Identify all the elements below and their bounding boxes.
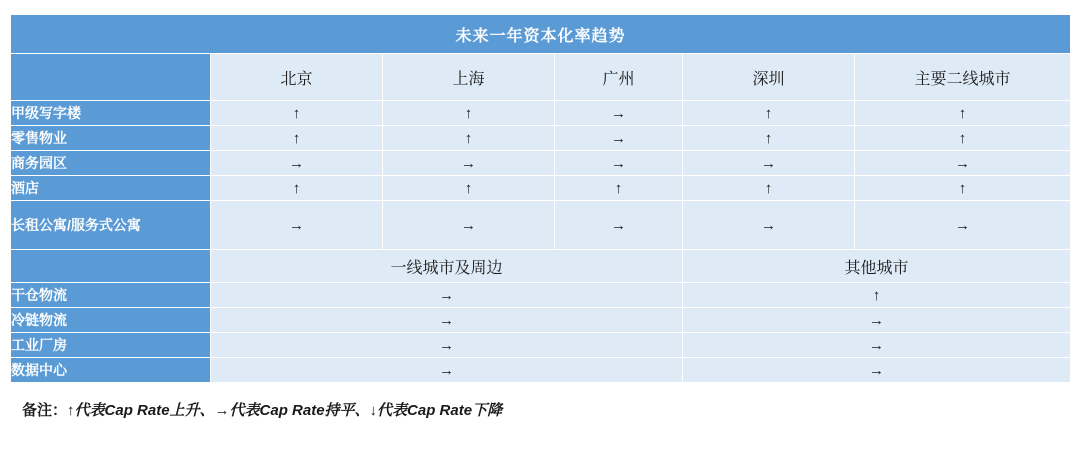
table-corner-cell <box>11 54 211 101</box>
column-header-guangzhou: 广州 <box>555 54 683 101</box>
table-header-row <box>11 54 1071 101</box>
trend-arrow: → <box>611 129 626 147</box>
footnote-prefix: 备注： <box>22 402 68 419</box>
trend-arrow: → <box>289 216 304 234</box>
trend-arrow: → <box>461 154 476 172</box>
table-row <box>11 126 1071 151</box>
row-label-retail: 零售物业 <box>11 126 211 151</box>
cell-office-beijing <box>211 101 383 126</box>
trend-arrow: → <box>869 361 884 379</box>
cell-industrial-other <box>683 333 1071 358</box>
trend-arrow: → <box>611 216 626 234</box>
trend-arrow: ↑ <box>292 179 301 197</box>
group-header-row <box>11 250 1071 283</box>
row-label-office: 甲级写字楼 <box>11 101 211 126</box>
trend-arrow: ↑ <box>292 104 301 122</box>
trend-arrow: → <box>611 154 626 172</box>
cell-cold-chain-tier1 <box>211 308 683 333</box>
trend-arrow: ↑ <box>764 104 773 122</box>
row-label-dry-logistics: 干仓物流 <box>11 283 211 308</box>
cap-rate-table <box>10 14 1071 383</box>
trend-arrow: → <box>289 154 304 172</box>
trend-arrow: ↑ <box>464 104 473 122</box>
table-row <box>11 151 1071 176</box>
cell-data-center-tier1 <box>211 358 683 383</box>
cell-office-shanghai <box>383 101 555 126</box>
trend-arrow: ↑ <box>292 129 301 147</box>
cell-cold-chain-other <box>683 308 1071 333</box>
trend-arrow: ↑ <box>614 179 623 197</box>
row-label-business-park: 商务园区 <box>11 151 211 176</box>
trend-arrow: → <box>611 104 626 122</box>
cell-park-guangzhou <box>555 151 683 176</box>
trend-arrow: ↑ <box>464 179 473 197</box>
cell-hotel-beijing <box>211 176 383 201</box>
page-title: 未来一年资本化率趋势 <box>11 15 1071 54</box>
cell-retail-shanghai <box>383 126 555 151</box>
trend-arrow: → <box>869 311 884 329</box>
table-footnote <box>22 399 1070 420</box>
column-header-shenzhen: 深圳 <box>683 54 855 101</box>
trend-arrow: ↑ <box>958 179 967 197</box>
cell-office-guangzhou <box>555 101 683 126</box>
group-header-other: 其他城市 <box>683 250 1071 283</box>
cell-hotel-guangzhou <box>555 176 683 201</box>
column-header-shanghai: 上海 <box>383 54 555 101</box>
table-title-row <box>11 15 1071 54</box>
cell-apartment-tier2 <box>855 201 1071 250</box>
trend-arrow: → <box>955 154 970 172</box>
cell-retail-tier2 <box>855 126 1071 151</box>
trend-arrow: → <box>869 336 884 354</box>
table-row <box>11 101 1071 126</box>
trend-arrow: → <box>955 216 970 234</box>
cell-park-tier2 <box>855 151 1071 176</box>
row-label-industrial: 工业厂房 <box>11 333 211 358</box>
cell-hotel-shanghai <box>383 176 555 201</box>
cell-retail-shenzhen <box>683 126 855 151</box>
cell-retail-beijing <box>211 126 383 151</box>
cell-hotel-tier2 <box>855 176 1071 201</box>
trend-arrow: → <box>439 286 454 304</box>
table-row <box>11 308 1071 333</box>
column-header-tier2: 主要二线城市 <box>855 54 1071 101</box>
trend-arrow: → <box>761 216 776 234</box>
cell-park-beijing <box>211 151 383 176</box>
trend-arrow: → <box>439 311 454 329</box>
cell-apartment-shanghai <box>383 201 555 250</box>
footnote-text: ↑代表Cap Rate上升、→代表Cap Rate持平、↓代表Cap Rate下降 <box>67 402 503 419</box>
trend-arrow: ↑ <box>872 286 881 304</box>
group-corner-cell <box>11 250 211 283</box>
trend-arrow: → <box>761 154 776 172</box>
cell-dry-logistics-tier1 <box>211 283 683 308</box>
row-label-cold-chain: 冷链物流 <box>11 308 211 333</box>
cell-apartment-guangzhou <box>555 201 683 250</box>
trend-arrow: → <box>439 361 454 379</box>
row-label-apartment: 长租公寓/服务式公寓 <box>11 201 211 250</box>
trend-arrow: ↑ <box>464 129 473 147</box>
table-row <box>11 283 1071 308</box>
table-row <box>11 201 1071 250</box>
table-row <box>11 176 1071 201</box>
table-row <box>11 333 1071 358</box>
cell-apartment-shenzhen <box>683 201 855 250</box>
cell-apartment-beijing <box>211 201 383 250</box>
cell-hotel-shenzhen <box>683 176 855 201</box>
cell-office-shenzhen <box>683 101 855 126</box>
trend-arrow: → <box>461 216 476 234</box>
cell-dry-logistics-other <box>683 283 1071 308</box>
trend-arrow: ↑ <box>764 179 773 197</box>
column-header-beijing: 北京 <box>211 54 383 101</box>
trend-arrow: ↑ <box>958 129 967 147</box>
cell-park-shanghai <box>383 151 555 176</box>
cell-office-tier2 <box>855 101 1071 126</box>
table-row <box>11 358 1071 383</box>
row-label-data-center: 数据中心 <box>11 358 211 383</box>
cell-industrial-tier1 <box>211 333 683 358</box>
cell-retail-guangzhou <box>555 126 683 151</box>
trend-arrow: ↑ <box>958 104 967 122</box>
cell-data-center-other <box>683 358 1071 383</box>
cell-park-shenzhen <box>683 151 855 176</box>
trend-arrow: ↑ <box>764 129 773 147</box>
group-header-tier1: 一线城市及周边 <box>211 250 683 283</box>
row-label-hotel: 酒店 <box>11 176 211 201</box>
trend-arrow: → <box>439 336 454 354</box>
